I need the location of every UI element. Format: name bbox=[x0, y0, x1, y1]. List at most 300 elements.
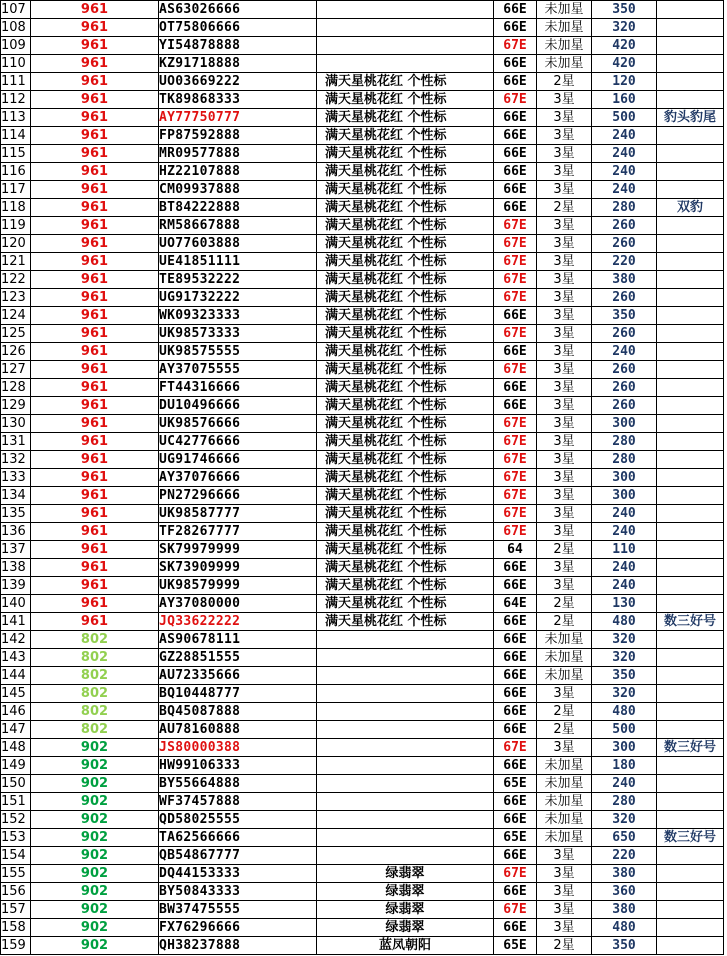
row-number-cell[interactable]: 122 bbox=[1, 271, 31, 289]
star-cell[interactable]: 2星 bbox=[537, 73, 592, 91]
code-cell[interactable]: UK98575555 bbox=[159, 343, 317, 361]
price-cell[interactable]: 260 bbox=[592, 235, 657, 253]
description-cell[interactable] bbox=[317, 793, 494, 811]
note-cell[interactable] bbox=[657, 55, 724, 73]
series-cell[interactable]: 961 bbox=[31, 595, 159, 613]
star-cell[interactable]: 3星 bbox=[537, 109, 592, 127]
star-cell[interactable]: 未加星 bbox=[537, 793, 592, 811]
star-cell[interactable]: 3星 bbox=[537, 163, 592, 181]
series-cell[interactable]: 902 bbox=[31, 883, 159, 901]
price-cell[interactable]: 350 bbox=[592, 937, 657, 955]
code-cell[interactable]: UK98576666 bbox=[159, 415, 317, 433]
type-cell[interactable]: 66E bbox=[494, 397, 537, 415]
type-cell[interactable]: 66E bbox=[494, 847, 537, 865]
star-cell[interactable]: 未加星 bbox=[537, 1, 592, 19]
price-cell[interactable]: 420 bbox=[592, 55, 657, 73]
code-cell[interactable]: HW99106333 bbox=[159, 757, 317, 775]
price-cell[interactable]: 280 bbox=[592, 793, 657, 811]
code-cell[interactable]: QB54867777 bbox=[159, 847, 317, 865]
series-cell[interactable]: 961 bbox=[31, 235, 159, 253]
row-number-cell[interactable]: 125 bbox=[1, 325, 31, 343]
note-cell[interactable] bbox=[657, 919, 724, 937]
description-cell[interactable]: 满天星桃花红 个性标 bbox=[317, 325, 494, 343]
note-cell[interactable] bbox=[657, 73, 724, 91]
price-cell[interactable]: 260 bbox=[592, 289, 657, 307]
star-cell[interactable]: 3星 bbox=[537, 847, 592, 865]
code-cell[interactable]: SK79979999 bbox=[159, 541, 317, 559]
row-number-cell[interactable]: 135 bbox=[1, 505, 31, 523]
star-cell[interactable]: 未加星 bbox=[537, 55, 592, 73]
series-cell[interactable]: 902 bbox=[31, 757, 159, 775]
star-cell[interactable]: 3星 bbox=[537, 235, 592, 253]
code-cell[interactable]: UK98579999 bbox=[159, 577, 317, 595]
series-cell[interactable]: 961 bbox=[31, 145, 159, 163]
type-cell[interactable]: 66E bbox=[494, 667, 537, 685]
code-cell[interactable]: BY50843333 bbox=[159, 883, 317, 901]
type-cell[interactable]: 67E bbox=[494, 487, 537, 505]
series-cell[interactable]: 961 bbox=[31, 181, 159, 199]
description-cell[interactable]: 满天星桃花红 个性标 bbox=[317, 73, 494, 91]
price-cell[interactable]: 350 bbox=[592, 1, 657, 19]
series-cell[interactable]: 961 bbox=[31, 217, 159, 235]
series-cell[interactable]: 961 bbox=[31, 325, 159, 343]
description-cell[interactable]: 满天星桃花红 个性标 bbox=[317, 289, 494, 307]
type-cell[interactable]: 66E bbox=[494, 343, 537, 361]
code-cell[interactable]: FX76296666 bbox=[159, 919, 317, 937]
type-cell[interactable]: 66E bbox=[494, 883, 537, 901]
series-cell[interactable]: 961 bbox=[31, 397, 159, 415]
note-cell[interactable] bbox=[657, 343, 724, 361]
price-cell[interactable]: 500 bbox=[592, 721, 657, 739]
note-cell[interactable] bbox=[657, 775, 724, 793]
description-cell[interactable] bbox=[317, 739, 494, 757]
description-cell[interactable] bbox=[317, 685, 494, 703]
code-cell[interactable]: KZ91718888 bbox=[159, 55, 317, 73]
row-number-cell[interactable]: 124 bbox=[1, 307, 31, 325]
star-cell[interactable]: 2星 bbox=[537, 721, 592, 739]
description-cell[interactable]: 满天星桃花红 个性标 bbox=[317, 559, 494, 577]
price-cell[interactable]: 220 bbox=[592, 847, 657, 865]
type-cell[interactable]: 66E bbox=[494, 145, 537, 163]
type-cell[interactable]: 65E bbox=[494, 937, 537, 955]
star-cell[interactable]: 3星 bbox=[537, 127, 592, 145]
row-number-cell[interactable]: 156 bbox=[1, 883, 31, 901]
type-cell[interactable]: 66E bbox=[494, 109, 537, 127]
series-cell[interactable]: 802 bbox=[31, 703, 159, 721]
description-cell[interactable]: 满天星桃花红 个性标 bbox=[317, 181, 494, 199]
code-cell[interactable]: BT84222888 bbox=[159, 199, 317, 217]
price-cell[interactable]: 280 bbox=[592, 199, 657, 217]
star-cell[interactable]: 3星 bbox=[537, 883, 592, 901]
note-cell[interactable]: 数三好号 bbox=[657, 739, 724, 757]
star-cell[interactable]: 未加星 bbox=[537, 631, 592, 649]
note-cell[interactable] bbox=[657, 415, 724, 433]
row-number-cell[interactable]: 148 bbox=[1, 739, 31, 757]
note-cell[interactable] bbox=[657, 937, 724, 955]
row-number-cell[interactable]: 113 bbox=[1, 109, 31, 127]
price-cell[interactable]: 650 bbox=[592, 829, 657, 847]
code-cell[interactable]: JS80000388 bbox=[159, 739, 317, 757]
series-cell[interactable]: 902 bbox=[31, 919, 159, 937]
price-cell[interactable]: 240 bbox=[592, 181, 657, 199]
row-number-cell[interactable]: 155 bbox=[1, 865, 31, 883]
note-cell[interactable] bbox=[657, 595, 724, 613]
series-cell[interactable]: 961 bbox=[31, 577, 159, 595]
code-cell[interactable]: UG91732222 bbox=[159, 289, 317, 307]
note-cell[interactable] bbox=[657, 253, 724, 271]
price-cell[interactable]: 240 bbox=[592, 523, 657, 541]
row-number-cell[interactable]: 152 bbox=[1, 811, 31, 829]
code-cell[interactable]: AS63026666 bbox=[159, 1, 317, 19]
type-cell[interactable]: 65E bbox=[494, 829, 537, 847]
series-cell[interactable]: 961 bbox=[31, 253, 159, 271]
series-cell[interactable]: 961 bbox=[31, 127, 159, 145]
code-cell[interactable]: PN27296666 bbox=[159, 487, 317, 505]
star-cell[interactable]: 3星 bbox=[537, 181, 592, 199]
note-cell[interactable] bbox=[657, 217, 724, 235]
row-number-cell[interactable]: 116 bbox=[1, 163, 31, 181]
type-cell[interactable]: 64E bbox=[494, 595, 537, 613]
description-cell[interactable]: 满天星桃花红 个性标 bbox=[317, 595, 494, 613]
row-number-cell[interactable]: 123 bbox=[1, 289, 31, 307]
series-cell[interactable]: 902 bbox=[31, 829, 159, 847]
star-cell[interactable]: 2星 bbox=[537, 613, 592, 631]
price-cell[interactable]: 240 bbox=[592, 163, 657, 181]
star-cell[interactable]: 3星 bbox=[537, 361, 592, 379]
series-cell[interactable]: 961 bbox=[31, 1, 159, 19]
row-number-cell[interactable]: 130 bbox=[1, 415, 31, 433]
note-cell[interactable] bbox=[657, 523, 724, 541]
star-cell[interactable]: 3星 bbox=[537, 415, 592, 433]
series-cell[interactable]: 902 bbox=[31, 793, 159, 811]
series-cell[interactable]: 961 bbox=[31, 343, 159, 361]
code-cell[interactable]: RM58667888 bbox=[159, 217, 317, 235]
star-cell[interactable]: 3星 bbox=[537, 577, 592, 595]
series-cell[interactable]: 961 bbox=[31, 19, 159, 37]
price-cell[interactable]: 260 bbox=[592, 379, 657, 397]
star-cell[interactable]: 3星 bbox=[537, 523, 592, 541]
note-cell[interactable] bbox=[657, 433, 724, 451]
row-number-cell[interactable]: 107 bbox=[1, 1, 31, 19]
description-cell[interactable]: 满天星桃花红 个性标 bbox=[317, 91, 494, 109]
description-cell[interactable]: 满天星桃花红 个性标 bbox=[317, 379, 494, 397]
row-number-cell[interactable]: 111 bbox=[1, 73, 31, 91]
series-cell[interactable]: 961 bbox=[31, 199, 159, 217]
row-number-cell[interactable]: 141 bbox=[1, 613, 31, 631]
series-cell[interactable]: 961 bbox=[31, 505, 159, 523]
description-cell[interactable]: 绿翡翠 bbox=[317, 883, 494, 901]
series-cell[interactable]: 961 bbox=[31, 451, 159, 469]
description-cell[interactable]: 满天星桃花红 个性标 bbox=[317, 541, 494, 559]
price-cell[interactable]: 160 bbox=[592, 91, 657, 109]
description-cell[interactable]: 蓝凤朝阳 bbox=[317, 937, 494, 955]
price-cell[interactable]: 240 bbox=[592, 343, 657, 361]
price-cell[interactable]: 360 bbox=[592, 883, 657, 901]
star-cell[interactable]: 2星 bbox=[537, 541, 592, 559]
description-cell[interactable] bbox=[317, 667, 494, 685]
row-number-cell[interactable]: 136 bbox=[1, 523, 31, 541]
price-cell[interactable]: 500 bbox=[592, 109, 657, 127]
code-cell[interactable]: FP87592888 bbox=[159, 127, 317, 145]
description-cell[interactable]: 绿翡翠 bbox=[317, 865, 494, 883]
note-cell[interactable] bbox=[657, 127, 724, 145]
code-cell[interactable]: AY37075555 bbox=[159, 361, 317, 379]
row-number-cell[interactable]: 115 bbox=[1, 145, 31, 163]
note-cell[interactable]: 双豹 bbox=[657, 199, 724, 217]
series-cell[interactable]: 961 bbox=[31, 379, 159, 397]
series-cell[interactable]: 961 bbox=[31, 109, 159, 127]
row-number-cell[interactable]: 145 bbox=[1, 685, 31, 703]
note-cell[interactable] bbox=[657, 685, 724, 703]
code-cell[interactable]: WF37457888 bbox=[159, 793, 317, 811]
price-cell[interactable]: 240 bbox=[592, 127, 657, 145]
note-cell[interactable] bbox=[657, 379, 724, 397]
row-number-cell[interactable]: 137 bbox=[1, 541, 31, 559]
star-cell[interactable]: 3星 bbox=[537, 919, 592, 937]
star-cell[interactable]: 3星 bbox=[537, 253, 592, 271]
price-cell[interactable]: 320 bbox=[592, 19, 657, 37]
note-cell[interactable]: 数三好号 bbox=[657, 829, 724, 847]
note-cell[interactable] bbox=[657, 325, 724, 343]
code-cell[interactable]: YI54878888 bbox=[159, 37, 317, 55]
row-number-cell[interactable]: 143 bbox=[1, 649, 31, 667]
price-cell[interactable]: 320 bbox=[592, 811, 657, 829]
type-cell[interactable]: 67E bbox=[494, 433, 537, 451]
type-cell[interactable]: 66E bbox=[494, 577, 537, 595]
star-cell[interactable]: 3星 bbox=[537, 289, 592, 307]
code-cell[interactable]: AY77750777 bbox=[159, 109, 317, 127]
row-number-cell[interactable]: 157 bbox=[1, 901, 31, 919]
code-cell[interactable]: AU72335666 bbox=[159, 667, 317, 685]
series-cell[interactable]: 902 bbox=[31, 739, 159, 757]
star-cell[interactable]: 3星 bbox=[537, 145, 592, 163]
row-number-cell[interactable]: 149 bbox=[1, 757, 31, 775]
type-cell[interactable]: 66E bbox=[494, 721, 537, 739]
type-cell[interactable]: 67E bbox=[494, 415, 537, 433]
note-cell[interactable] bbox=[657, 793, 724, 811]
series-cell[interactable]: 961 bbox=[31, 415, 159, 433]
series-cell[interactable]: 902 bbox=[31, 937, 159, 955]
type-cell[interactable]: 66E bbox=[494, 55, 537, 73]
note-cell[interactable] bbox=[657, 1, 724, 19]
type-cell[interactable]: 67E bbox=[494, 253, 537, 271]
price-cell[interactable]: 480 bbox=[592, 703, 657, 721]
price-cell[interactable]: 120 bbox=[592, 73, 657, 91]
description-cell[interactable]: 满天星桃花红 个性标 bbox=[317, 163, 494, 181]
price-cell[interactable]: 260 bbox=[592, 325, 657, 343]
description-cell[interactable]: 满天星桃花红 个性标 bbox=[317, 469, 494, 487]
description-cell[interactable]: 满天星桃花红 个性标 bbox=[317, 433, 494, 451]
note-cell[interactable] bbox=[657, 361, 724, 379]
note-cell[interactable] bbox=[657, 307, 724, 325]
type-cell[interactable]: 66E bbox=[494, 631, 537, 649]
code-cell[interactable]: TK89868333 bbox=[159, 91, 317, 109]
star-cell[interactable]: 3星 bbox=[537, 685, 592, 703]
row-number-cell[interactable]: 128 bbox=[1, 379, 31, 397]
row-number-cell[interactable]: 159 bbox=[1, 937, 31, 955]
row-number-cell[interactable]: 121 bbox=[1, 253, 31, 271]
code-cell[interactable]: AY37076666 bbox=[159, 469, 317, 487]
star-cell[interactable]: 3星 bbox=[537, 739, 592, 757]
description-cell[interactable] bbox=[317, 19, 494, 37]
row-number-cell[interactable]: 140 bbox=[1, 595, 31, 613]
type-cell[interactable]: 67E bbox=[494, 523, 537, 541]
note-cell[interactable] bbox=[657, 541, 724, 559]
description-cell[interactable] bbox=[317, 55, 494, 73]
price-cell[interactable]: 240 bbox=[592, 577, 657, 595]
star-cell[interactable]: 3星 bbox=[537, 559, 592, 577]
description-cell[interactable]: 满天星桃花红 个性标 bbox=[317, 577, 494, 595]
star-cell[interactable]: 未加星 bbox=[537, 37, 592, 55]
row-number-cell[interactable]: 132 bbox=[1, 451, 31, 469]
row-number-cell[interactable]: 150 bbox=[1, 775, 31, 793]
series-cell[interactable]: 902 bbox=[31, 847, 159, 865]
note-cell[interactable] bbox=[657, 163, 724, 181]
note-cell[interactable] bbox=[657, 271, 724, 289]
star-cell[interactable]: 2星 bbox=[537, 703, 592, 721]
type-cell[interactable]: 67E bbox=[494, 865, 537, 883]
type-cell[interactable]: 67E bbox=[494, 271, 537, 289]
type-cell[interactable]: 65E bbox=[494, 775, 537, 793]
series-cell[interactable]: 961 bbox=[31, 289, 159, 307]
price-cell[interactable]: 260 bbox=[592, 397, 657, 415]
row-number-cell[interactable]: 158 bbox=[1, 919, 31, 937]
star-cell[interactable]: 2星 bbox=[537, 937, 592, 955]
type-cell[interactable]: 66E bbox=[494, 379, 537, 397]
row-number-cell[interactable]: 118 bbox=[1, 199, 31, 217]
description-cell[interactable]: 满天星桃花红 个性标 bbox=[317, 613, 494, 631]
star-cell[interactable]: 未加星 bbox=[537, 811, 592, 829]
star-cell[interactable]: 未加星 bbox=[537, 829, 592, 847]
description-cell[interactable]: 满天星桃花红 个性标 bbox=[317, 397, 494, 415]
code-cell[interactable]: AY37080000 bbox=[159, 595, 317, 613]
price-cell[interactable]: 350 bbox=[592, 307, 657, 325]
code-cell[interactable]: UK98573333 bbox=[159, 325, 317, 343]
note-cell[interactable] bbox=[657, 37, 724, 55]
code-cell[interactable]: AS90678111 bbox=[159, 631, 317, 649]
price-cell[interactable]: 260 bbox=[592, 361, 657, 379]
price-cell[interactable]: 280 bbox=[592, 451, 657, 469]
description-cell[interactable]: 满天星桃花红 个性标 bbox=[317, 127, 494, 145]
star-cell[interactable]: 3星 bbox=[537, 217, 592, 235]
description-cell[interactable]: 满天星桃花红 个性标 bbox=[317, 505, 494, 523]
code-cell[interactable]: SK73909999 bbox=[159, 559, 317, 577]
code-cell[interactable]: UK98587777 bbox=[159, 505, 317, 523]
price-cell[interactable]: 240 bbox=[592, 775, 657, 793]
row-number-cell[interactable]: 129 bbox=[1, 397, 31, 415]
series-cell[interactable]: 961 bbox=[31, 55, 159, 73]
code-cell[interactable]: UO03669222 bbox=[159, 73, 317, 91]
description-cell[interactable]: 满天星桃花红 个性标 bbox=[317, 271, 494, 289]
type-cell[interactable]: 64 bbox=[494, 541, 537, 559]
code-cell[interactable]: DQ44153333 bbox=[159, 865, 317, 883]
price-cell[interactable]: 300 bbox=[592, 415, 657, 433]
description-cell[interactable]: 满天星桃花红 个性标 bbox=[317, 109, 494, 127]
row-number-cell[interactable]: 109 bbox=[1, 37, 31, 55]
note-cell[interactable] bbox=[657, 883, 724, 901]
series-cell[interactable]: 902 bbox=[31, 901, 159, 919]
price-cell[interactable]: 420 bbox=[592, 37, 657, 55]
description-cell[interactable] bbox=[317, 631, 494, 649]
star-cell[interactable]: 未加星 bbox=[537, 649, 592, 667]
series-cell[interactable]: 961 bbox=[31, 541, 159, 559]
description-cell[interactable] bbox=[317, 829, 494, 847]
description-cell[interactable] bbox=[317, 775, 494, 793]
star-cell[interactable]: 3星 bbox=[537, 307, 592, 325]
price-cell[interactable]: 320 bbox=[592, 685, 657, 703]
code-cell[interactable]: TF28267777 bbox=[159, 523, 317, 541]
row-number-cell[interactable]: 134 bbox=[1, 487, 31, 505]
code-cell[interactable]: MR09577888 bbox=[159, 145, 317, 163]
price-cell[interactable]: 130 bbox=[592, 595, 657, 613]
note-cell[interactable] bbox=[657, 757, 724, 775]
description-cell[interactable]: 满天星桃花红 个性标 bbox=[317, 199, 494, 217]
star-cell[interactable]: 未加星 bbox=[537, 757, 592, 775]
row-number-cell[interactable]: 108 bbox=[1, 19, 31, 37]
type-cell[interactable]: 66E bbox=[494, 649, 537, 667]
series-cell[interactable]: 961 bbox=[31, 271, 159, 289]
row-number-cell[interactable]: 127 bbox=[1, 361, 31, 379]
code-cell[interactable]: TA62566666 bbox=[159, 829, 317, 847]
star-cell[interactable]: 3星 bbox=[537, 433, 592, 451]
description-cell[interactable]: 绿翡翠 bbox=[317, 901, 494, 919]
row-number-cell[interactable]: 117 bbox=[1, 181, 31, 199]
type-cell[interactable]: 67E bbox=[494, 361, 537, 379]
type-cell[interactable]: 67E bbox=[494, 739, 537, 757]
code-cell[interactable]: UO77603888 bbox=[159, 235, 317, 253]
series-cell[interactable]: 902 bbox=[31, 865, 159, 883]
star-cell[interactable]: 3星 bbox=[537, 343, 592, 361]
note-cell[interactable] bbox=[657, 721, 724, 739]
series-cell[interactable]: 961 bbox=[31, 523, 159, 541]
note-cell[interactable] bbox=[657, 811, 724, 829]
series-cell[interactable]: 961 bbox=[31, 559, 159, 577]
note-cell[interactable] bbox=[657, 703, 724, 721]
series-cell[interactable]: 902 bbox=[31, 775, 159, 793]
row-number-cell[interactable]: 144 bbox=[1, 667, 31, 685]
price-cell[interactable]: 320 bbox=[592, 649, 657, 667]
star-cell[interactable]: 3星 bbox=[537, 397, 592, 415]
series-cell[interactable]: 961 bbox=[31, 37, 159, 55]
description-cell[interactable]: 满天星桃花红 个性标 bbox=[317, 235, 494, 253]
type-cell[interactable]: 67E bbox=[494, 469, 537, 487]
type-cell[interactable]: 66E bbox=[494, 163, 537, 181]
code-cell[interactable]: AU78160888 bbox=[159, 721, 317, 739]
note-cell[interactable] bbox=[657, 181, 724, 199]
description-cell[interactable] bbox=[317, 649, 494, 667]
price-cell[interactable]: 300 bbox=[592, 487, 657, 505]
description-cell[interactable] bbox=[317, 847, 494, 865]
row-number-cell[interactable]: 146 bbox=[1, 703, 31, 721]
code-cell[interactable]: FT44316666 bbox=[159, 379, 317, 397]
description-cell[interactable]: 满天星桃花红 个性标 bbox=[317, 145, 494, 163]
code-cell[interactable]: UE41851111 bbox=[159, 253, 317, 271]
type-cell[interactable]: 67E bbox=[494, 235, 537, 253]
series-cell[interactable]: 961 bbox=[31, 613, 159, 631]
description-cell[interactable]: 绿翡翠 bbox=[317, 919, 494, 937]
description-cell[interactable]: 满天星桃花红 个性标 bbox=[317, 307, 494, 325]
note-cell[interactable]: 数三好号 bbox=[657, 613, 724, 631]
description-cell[interactable]: 满天星桃花红 个性标 bbox=[317, 451, 494, 469]
row-number-cell[interactable]: 133 bbox=[1, 469, 31, 487]
price-cell[interactable]: 480 bbox=[592, 613, 657, 631]
series-cell[interactable]: 961 bbox=[31, 487, 159, 505]
type-cell[interactable]: 67E bbox=[494, 451, 537, 469]
type-cell[interactable]: 67E bbox=[494, 289, 537, 307]
price-cell[interactable]: 300 bbox=[592, 469, 657, 487]
row-number-cell[interactable]: 131 bbox=[1, 433, 31, 451]
row-number-cell[interactable]: 151 bbox=[1, 793, 31, 811]
